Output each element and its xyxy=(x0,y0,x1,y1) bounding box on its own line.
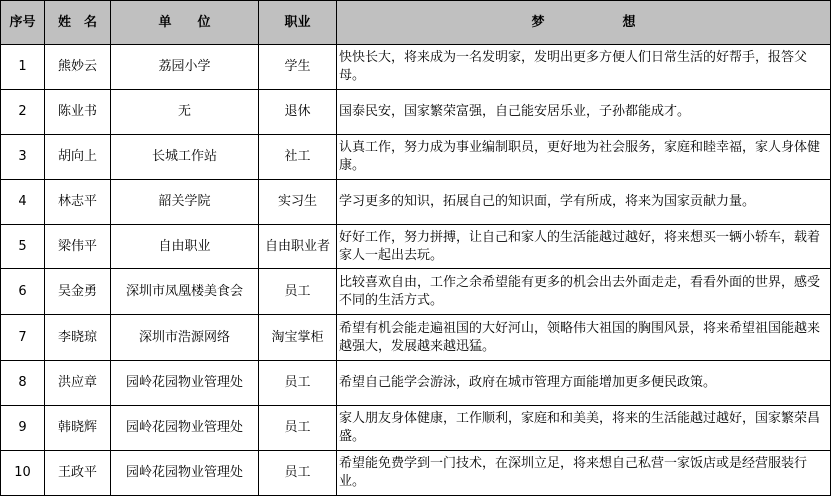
row-job: 员工 xyxy=(259,361,337,406)
row-dream: 认真工作，努力成为事业编制职员，更好地为社会服务，家庭和睦幸福，家人身体健康。 xyxy=(337,135,831,180)
row-job: 社工 xyxy=(259,135,337,180)
table-row xyxy=(1,451,831,496)
table-row xyxy=(1,90,831,135)
row-no: 5 xyxy=(1,225,45,269)
table-row xyxy=(1,361,831,406)
row-dream: 国泰民安，国家繁荣富强，自己能安居乐业，子孙都能成才。 xyxy=(337,90,831,135)
row-no: 10 xyxy=(1,451,45,496)
row-job: 自由职业者 xyxy=(259,225,337,269)
row-no: 2 xyxy=(1,90,45,135)
table-row xyxy=(1,135,831,180)
row-name: 李晓琼 xyxy=(45,315,111,361)
row-unit: 深圳市浩源网络 xyxy=(111,315,259,361)
row-job: 淘宝掌柜 xyxy=(259,315,337,361)
row-no: 6 xyxy=(1,269,45,315)
row-unit: 荔园小学 xyxy=(111,45,259,90)
row-dream: 希望能免费学到一门技术，在深圳立足，将来想自己私营一家饭店或是经营服装行业。 xyxy=(337,451,831,496)
row-name: 王政平 xyxy=(45,451,111,496)
row-name: 林志平 xyxy=(45,180,111,225)
row-no: 7 xyxy=(1,315,45,361)
header-row xyxy=(1,1,831,45)
row-name: 陈业书 xyxy=(45,90,111,135)
row-no: 4 xyxy=(1,180,45,225)
header-no: 序号 xyxy=(1,1,45,45)
row-job: 退休 xyxy=(259,90,337,135)
row-job: 员工 xyxy=(259,406,337,451)
row-unit: 无 xyxy=(111,90,259,135)
header-unit: 单 位 xyxy=(111,1,259,45)
row-no: 9 xyxy=(1,406,45,451)
table-row xyxy=(1,269,831,315)
row-dream: 好好工作，努力拼搏，让自己和家人的生活能越过越好，将来想买一辆小轿车，载着家人一起出去玩。 xyxy=(337,225,831,269)
table-row xyxy=(1,406,831,451)
row-dream: 家人朋友身体健康，工作顺利，家庭和和美美，将来的生活能越过越好，国家繁荣昌盛。 xyxy=(337,406,831,451)
table-row xyxy=(1,315,831,361)
row-unit: 自由职业 xyxy=(111,225,259,269)
row-no: 1 xyxy=(1,45,45,90)
table-row xyxy=(1,180,831,225)
row-name: 吴金勇 xyxy=(45,269,111,315)
row-dream: 希望自己能学会游泳，政府在城市管理方面能增加更多便民政策。 xyxy=(337,361,831,406)
row-name: 熊妙云 xyxy=(45,45,111,90)
row-dream: 比较喜欢自由，工作之余希望能有更多的机会出去外面走走，看看外面的世界，感受不同的生活方式。 xyxy=(337,269,831,315)
row-job: 实习生 xyxy=(259,180,337,225)
row-unit: 园岭花园物业管理处 xyxy=(111,361,259,406)
row-name: 梁伟平 xyxy=(45,225,111,269)
table-row xyxy=(1,45,831,90)
header-job: 职业 xyxy=(259,1,337,45)
row-dream: 希望有机会能走遍祖国的大好河山，领略伟大祖国的胸围风景，将来希望祖国能越来越强大，发展越来越迅猛。 xyxy=(337,315,831,361)
row-dream: 学习更多的知识，拓展自己的知识面，学有所成，将来为国家贡献力量。 xyxy=(337,180,831,225)
row-name: 韩晓辉 xyxy=(45,406,111,451)
header-name: 姓 名 xyxy=(45,1,111,45)
row-job: 员工 xyxy=(259,269,337,315)
row-unit: 韶关学院 xyxy=(111,180,259,225)
table-row xyxy=(1,225,831,269)
row-name: 胡向上 xyxy=(45,135,111,180)
row-unit: 园岭花园物业管理处 xyxy=(111,406,259,451)
row-no: 3 xyxy=(1,135,45,180)
row-unit: 园岭花园物业管理处 xyxy=(111,451,259,496)
header-dream: 梦 想 xyxy=(337,1,831,45)
row-unit: 深圳市凤凰楼美食会 xyxy=(111,269,259,315)
row-dream: 快快长大，将来成为一名发明家，发明出更多方便人们日常生活的好帮手，报答父母。 xyxy=(337,45,831,90)
row-name: 洪应章 xyxy=(45,361,111,406)
row-unit: 长城工作站 xyxy=(111,135,259,180)
row-no: 8 xyxy=(1,361,45,406)
row-job: 学生 xyxy=(259,45,337,90)
row-job: 员工 xyxy=(259,451,337,496)
